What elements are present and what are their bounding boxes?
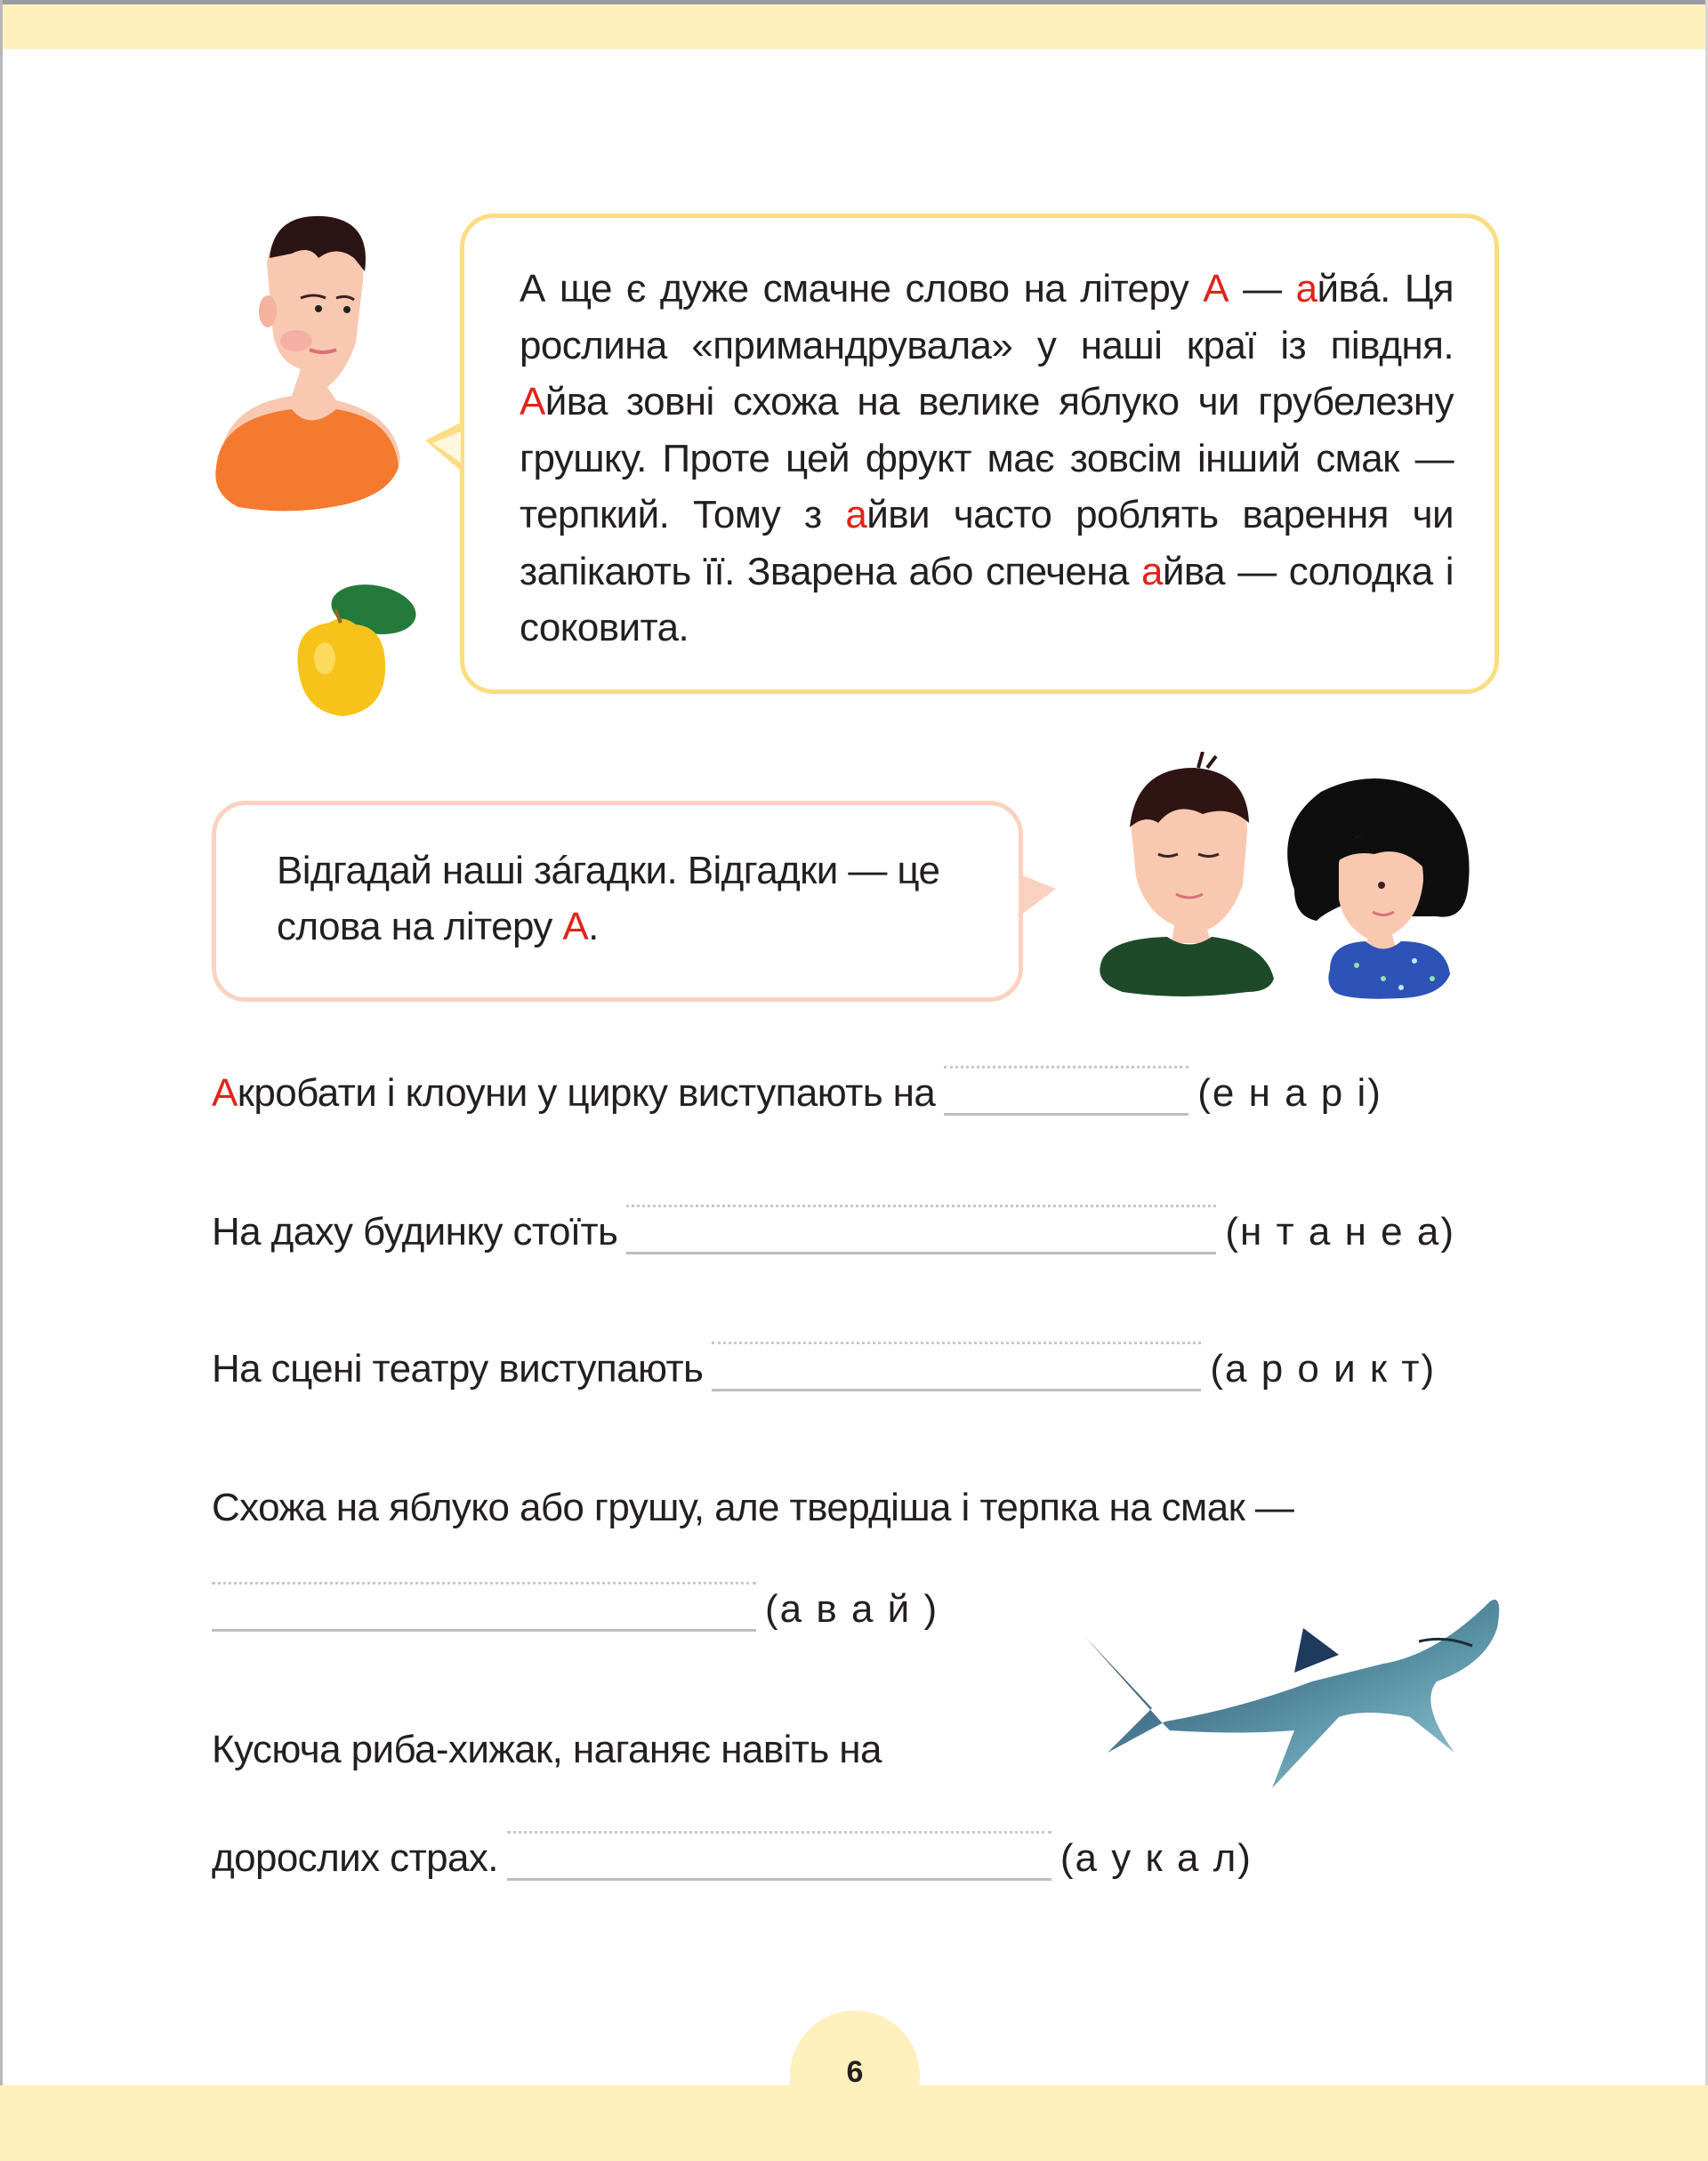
riddle-4: Схожа на яблуко або грушу, але твердіша і терпка на смак — xyxy=(212,1486,1294,1529)
answer-blank-1[interactable] xyxy=(944,1066,1188,1116)
riddle-5: Кусюча риба-хижак, наганяє навіть на xyxy=(212,1728,882,1771)
letter-hint-5: (а у к а л) xyxy=(1059,1836,1253,1880)
answer-blank-4[interactable] xyxy=(212,1582,756,1632)
info-speech-bubble xyxy=(460,214,1499,694)
riddle-3: На сцені театру виступають (а р о и к т) xyxy=(212,1342,1436,1391)
window-left-edge xyxy=(0,0,3,2161)
speech-bubble-tail xyxy=(1020,875,1056,915)
boy-green-shirt-illustration xyxy=(1096,752,1283,1001)
quince-description-text: А ще є дуже смачне слово на літеру А — айвá. Ця рослина «примандрувала» у наші краї із півдня. Айва зовні схожа на велике яблуко чи грубелезну грушку. Проте цей фрукт має зовсім інший смак — терпкий. Тому з айви часто роблять варення чи запікають її. Зварена або спечена айва — солодка і соковита. xyxy=(520,267,1454,649)
boy-orange-shirt-illustration xyxy=(212,209,407,516)
task-instruction-text: Відгадай наші зáгадки. Відгадки — це слова на літеру А. xyxy=(277,849,940,948)
task-speech-bubble xyxy=(212,801,1023,1002)
letter-hint-2: (н т а н е а) xyxy=(1225,1210,1455,1254)
riddle-2: На даху будинку стоїть (н т а н е а) xyxy=(212,1205,1455,1254)
letter-hint-3: (а р о и к т) xyxy=(1210,1347,1437,1391)
answer-blank-2[interactable] xyxy=(626,1205,1216,1254)
answer-blank-5[interactable] xyxy=(507,1831,1051,1881)
page-header-band xyxy=(3,4,1705,49)
answer-blank-3[interactable] xyxy=(712,1342,1201,1391)
girl-blue-dress-illustration xyxy=(1268,765,1486,1001)
page-number: 6 xyxy=(846,2055,864,2089)
riddle-5-line2: дорослих страх. (а у к а л) xyxy=(212,1831,1253,1881)
letter-hint-1: (е н а р і) xyxy=(1197,1071,1382,1115)
riddle-1: А кробати і клоуни у цирку виступають на (е н а р і) xyxy=(212,1066,1382,1116)
shark-illustration xyxy=(1081,1575,1508,1793)
riddle-4-answer-row xyxy=(212,1582,939,1632)
quince-fruit-illustration xyxy=(289,578,427,721)
letter-hint-4: (а в а й ) xyxy=(765,1587,939,1631)
